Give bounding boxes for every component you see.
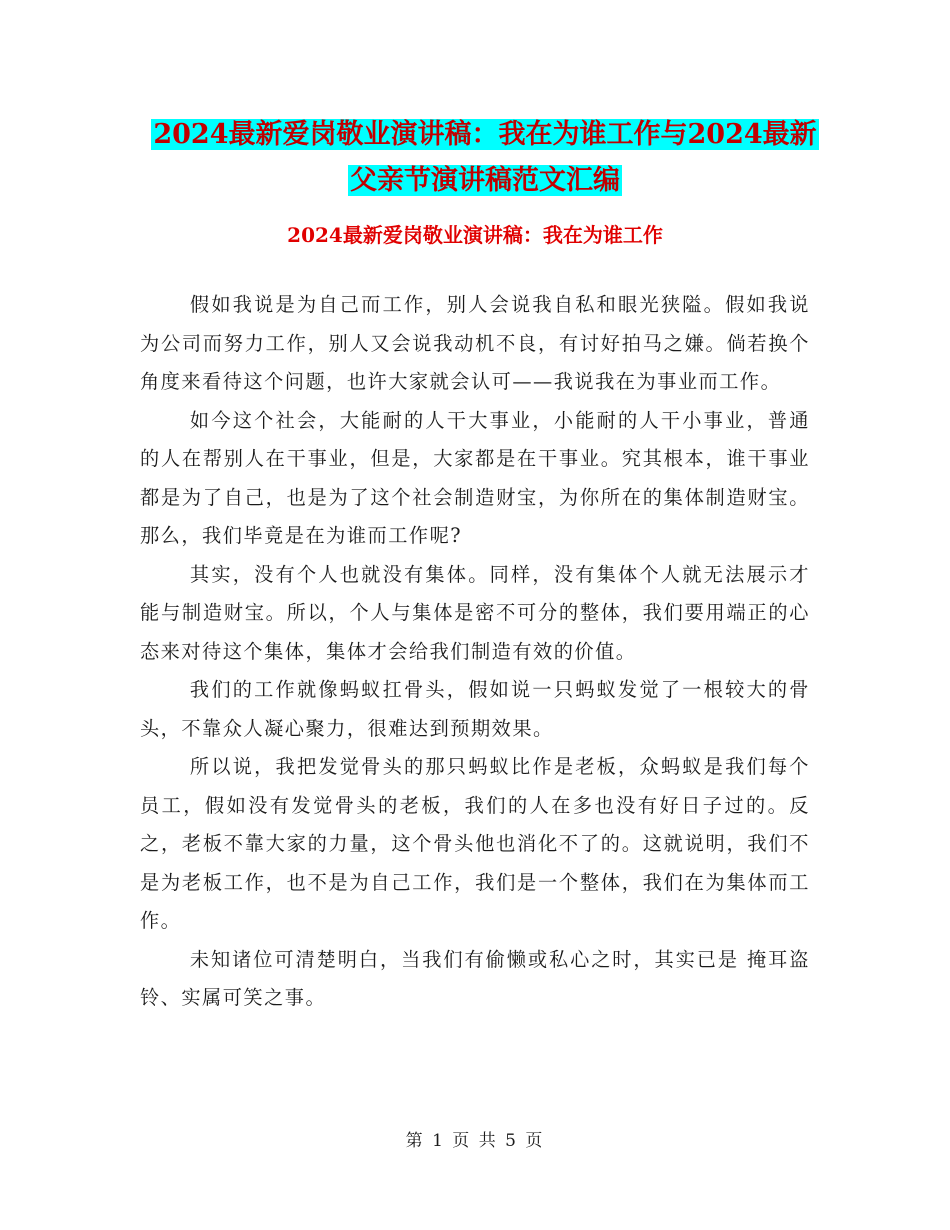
document-title (140, 112, 830, 204)
paragraph: 假如我说是为自己而工作，别人会说我自私和眼光狭隘。假如我说为公司而努力工作，别人又会说我动机不良，有讨好拍马之嫌。倘若换个角度来看待这个问题，也许大家就会认可——我说我在为事业而工作。 (140, 293, 810, 393)
paragraph: 如今这个社会，大能耐的人干大事业，小能耐的人干小事业，普通的人在帮别人在干事业，但是，大家都是在干事业。究其根本，谁干事业都是为了自己，也是为了这个社会制造财宝，为你所在的集体制造财宝。那么，我们毕竟是在为谁而工作呢? (140, 408, 810, 547)
document-body (140, 286, 810, 1018)
title-line-2: 父亲节演讲稿范文汇编 (350, 165, 620, 196)
paragraph: 其实，没有个人也就没有集体。同样，没有集体个人就无法展示才能与制造财宝。所以，个人与集体是密不可分的整体，我们要用端正的心态来对待这个集体，集体才会给我们制造有效的价值。 (140, 562, 810, 663)
title-line-1: 2024最新爱岗敬业演讲稿：我在为谁工作与2024最新 (153, 119, 817, 150)
paragraph: 未知诸位可清楚明白，当我们有偷懒或私心之时，其实已是 掩耳盗铃、实属可笑之事。 (140, 947, 810, 1009)
paragraph: 所以说，我把发觉骨头的那只蚂蚁比作是老板，众蚂蚁是我们每个员工，假如没有发觉骨头的老板，我们的人在多也没有好日子过的。反之，老板不靠大家的力量，这个骨头他也消化不了的。这就说明，我们不是为老板工作，也不是为自己工作，我们是一个整体，我们在为集体而工作。 (140, 755, 810, 932)
paragraph: 我们的工作就像蚂蚁扛骨头，假如说一只蚂蚁发觉了一根较大的骨头，不靠众人凝心聚力，很难达到预期效果。 (140, 678, 810, 740)
section-title: 2024最新爱岗敬业演讲稿：我在为谁工作 (287, 223, 663, 247)
page-number-footer: 第 1 页 共 5 页 (405, 1131, 545, 1151)
